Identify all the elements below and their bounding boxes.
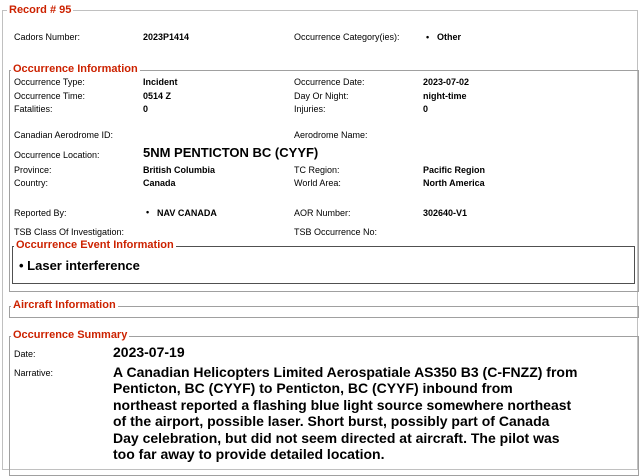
tc-region-label: TC Region: bbox=[294, 165, 340, 175]
aor-number-value: 302640-V1 bbox=[423, 208, 468, 218]
occurrence-date-label: Occurrence Date: bbox=[294, 77, 365, 87]
reported-by-label: Reported By: bbox=[14, 208, 67, 218]
occurrence-type-value: Incident bbox=[143, 77, 178, 87]
cadors-number-value: 2023P1414 bbox=[143, 32, 190, 42]
country-value: Canada bbox=[143, 178, 176, 188]
event-bullet: • bbox=[19, 258, 28, 273]
category-value: Other bbox=[437, 32, 462, 42]
occurrence-info-legend: Occurrence Information bbox=[13, 63, 138, 75]
world-area-label: World Area: bbox=[294, 178, 341, 188]
aerodrome-id-label: Canadian Aerodrome ID: bbox=[14, 130, 114, 140]
injuries-label: Injuries: bbox=[294, 104, 326, 114]
reported-by-bullet: • bbox=[146, 207, 150, 217]
aircraft-info-legend: Aircraft Information bbox=[13, 299, 116, 311]
occurrence-type-label: Occurrence Type: bbox=[14, 77, 85, 87]
country-label: Country: bbox=[14, 178, 49, 188]
occurrence-location-label: Occurrence Location: bbox=[14, 150, 100, 160]
summary-date-label: Date: bbox=[14, 349, 36, 359]
occurrence-location-value: 5NM PENTICTON BC (CYYF) bbox=[143, 145, 319, 160]
fatalities-label: Fatalities: bbox=[14, 104, 53, 114]
day-night-label: Day Or Night: bbox=[294, 91, 349, 101]
occurrence-time-label: Occurrence Time: bbox=[14, 91, 86, 101]
tsb-occurrence-label: TSB Occurrence No: bbox=[294, 227, 378, 237]
world-area-value: North America bbox=[423, 178, 485, 188]
aerodrome-name-label: Aerodrome Name: bbox=[294, 130, 368, 140]
category-bullet: • bbox=[426, 32, 430, 42]
reported-by-value: NAV CANADA bbox=[157, 208, 217, 218]
province-value: British Columbia bbox=[143, 165, 216, 175]
aor-number-label: AOR Number: bbox=[294, 208, 351, 218]
cadors-number-label: Cadors Number: bbox=[14, 32, 81, 42]
tc-region-value: Pacific Region bbox=[423, 165, 486, 175]
occurrence-date-value: 2023-07-02 bbox=[423, 77, 470, 87]
fatalities-value: 0 bbox=[143, 104, 149, 114]
province-label: Province: bbox=[14, 165, 52, 175]
occurrence-summary-legend: Occurrence Summary bbox=[13, 329, 128, 341]
record-legend: Record # 95 bbox=[9, 4, 72, 16]
injuries-value: 0 bbox=[423, 104, 429, 114]
event-list-item bbox=[19, 258, 140, 273]
summary-date-value: 2023-07-19 bbox=[113, 344, 185, 360]
day-night-value: night-time bbox=[423, 91, 467, 101]
narrative-label: Narrative: bbox=[14, 368, 54, 378]
category-label: Occurrence Category(ies): bbox=[294, 32, 400, 42]
event-info-legend: Occurrence Event Information bbox=[16, 239, 174, 251]
tsb-class-label: TSB Class Of Investigation: bbox=[14, 227, 125, 237]
event-item-text: Laser interference bbox=[27, 258, 140, 273]
occurrence-time-value: 0514 Z bbox=[143, 91, 172, 101]
narrative-text: A Canadian Helicopters Limited Aerospatiale AS350 B3 (C-FNZZ) from Penticton, BC (CYYF) to Penticton, BC (CYYF) inbound from northeast reported a flashing blue light source somewhere northeast of the airport, possible laser. Short burst, possibly part of Canada Day celebration, but did not seem directed at aircraft. The pilot was too far away to provide detailed location. bbox=[113, 364, 578, 463]
